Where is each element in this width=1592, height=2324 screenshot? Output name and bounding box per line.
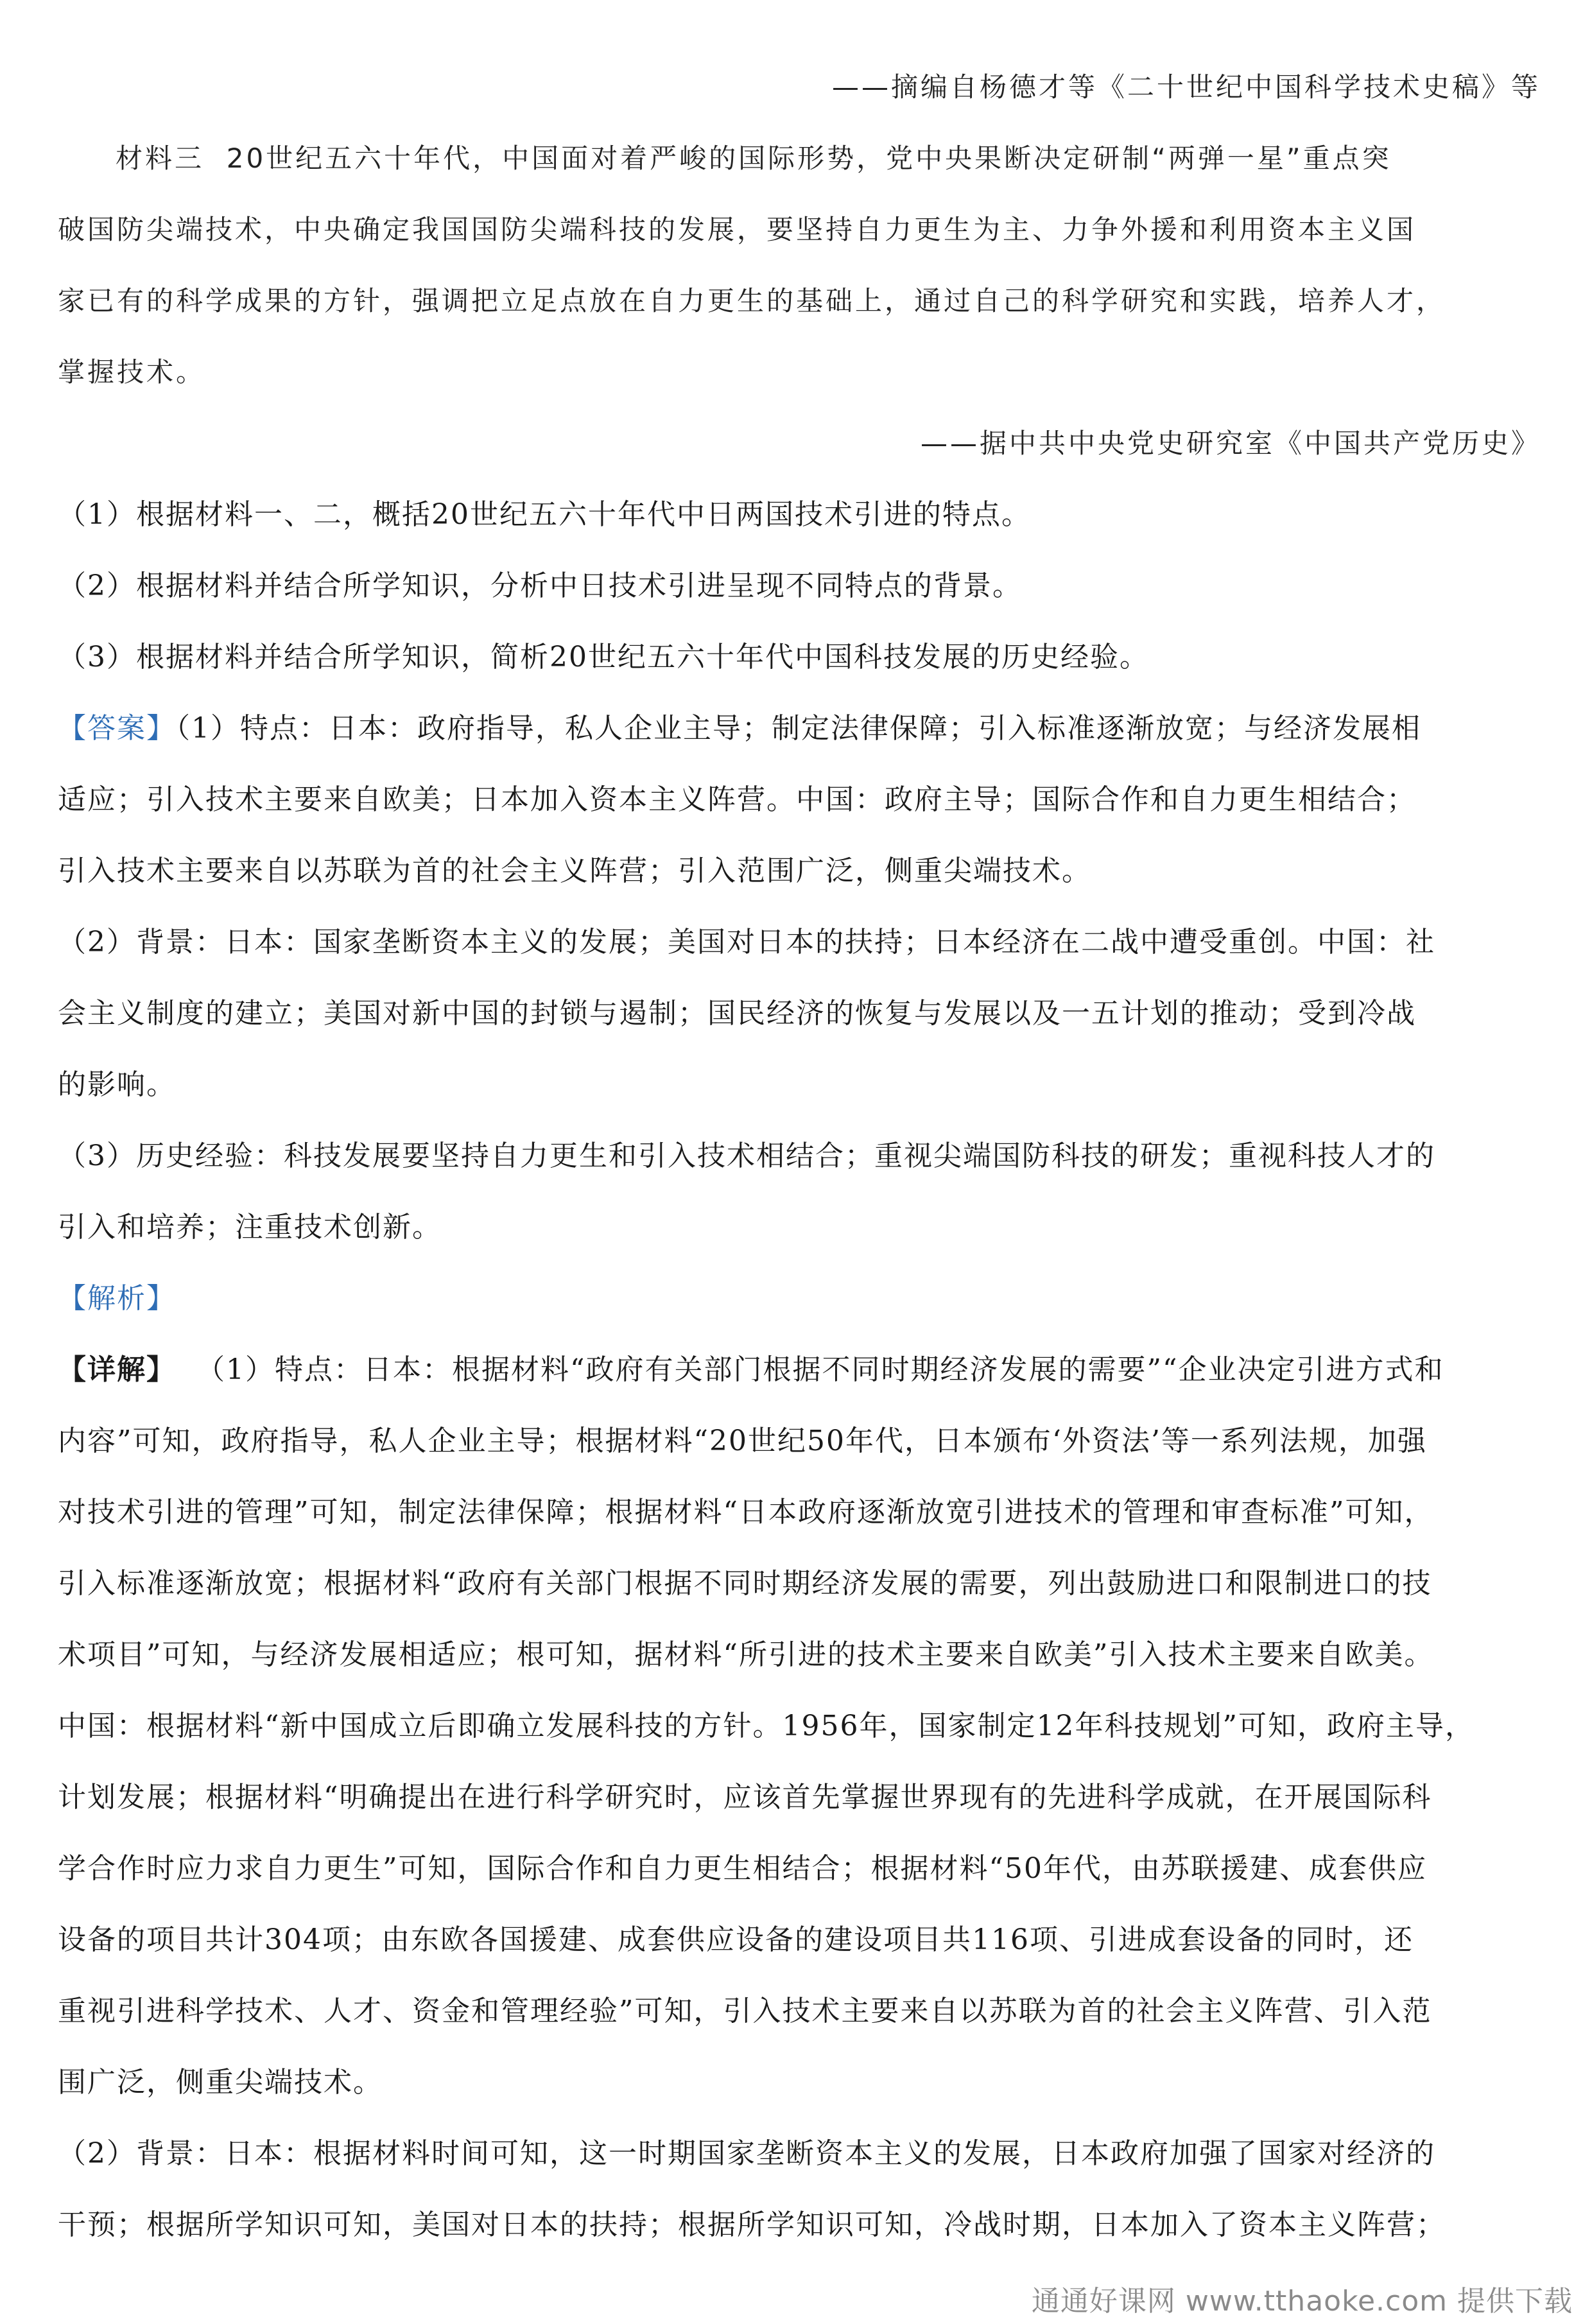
material-three-line: 破国防尖端技术，中央确定我国国防尖端科技的发展，要坚持自力更生为主、力争外援和利用资本主义国 [58,214,1417,245]
question-3: （3）根据材料并结合所学知识，简析20世纪五六十年代中国科技发展的历史经验。 [58,641,1149,673]
detail-line: 重视引进科学技术、人才、资金和管理经验”可知，引入技术主要来自以苏联为首的社会主义阵营、引入范 [58,1995,1432,2027]
detail-line: 干预；根据所学知识可知，美国对日本的扶持；根据所学知识可知，冷战时期，日本加入了资本主义阵营； [58,2208,1446,2241]
question-2: （2）根据材料并结合所学知识，分析中日技术引进呈现不同特点的背景。 [58,569,1022,602]
detail-line: 引入标准逐渐放宽；根据材料“政府有关部门根据不同时期经济发展的需要，列出鼓励进口和限制进口的技 [58,1567,1432,1600]
answer-line [58,693,1541,764]
material-three-line [58,123,1541,194]
source-citation-1: ——摘编自杨德才等《二十世纪中国科学技术史稿》等 [831,71,1541,103]
answer-line: 的影响。 [58,1068,176,1101]
analysis-label: 【解析】 [58,1282,176,1315]
answer-line: （2）背景：日本：国家垄断资本主义的发展；美国对日本的扶持；日本经济在二战中遭受重创。中国：社 [58,926,1435,958]
detail-line: 中国：根据材料“新中国成立后即确立发展科技的方针。1956年，国家制定12年科技规划”可知，政府主导， [58,1710,1475,1742]
answer-text: （1）特点：日本：政府指导，私人企业主导；制定法律保障；引入标准逐渐放宽；与经济发展相 [176,712,1421,745]
material-three-text: 20世纪五六十年代，中国面对着严峻的国际形势，党中央果断决定研制“两弹一星”重点突 [226,143,1392,174]
site-watermark: 通通好课网 www.tthaoke.com 提供下载 [1031,2285,1573,2318]
material-three-label: 材料三 [116,143,205,174]
detail-line: 计划发展；根据材料“明确提出在进行科学研究时，应该首先掌握世界现有的先进科学成就，在开展国际科 [58,1781,1432,1814]
detail-line: 对技术引进的管理”可知，制定法律保障；根据材料“日本政府逐渐放宽引进技术的管理和审查标准”可知， [58,1496,1434,1529]
material-three-line: 掌握技术。 [58,356,206,388]
material-three-line: 家已有的科学成果的方针，强调把立足点放在自力更生的基础上，通过自己的科学研究和实践，培养人才， [58,285,1446,317]
detail-line: 学合作时应力求自力更生”可知，国际合作和自力更生相结合；根据材料“50年代，由苏联援建、成套供应 [58,1852,1427,1885]
detail-text: （1）特点：日本：根据材料“政府有关部门根据不同时期经济发展的需要”“企业决定引进方式和 [196,1353,1444,1386]
answer-line: 会主义制度的建立；美国对新中国的封锁与遏制；国民经济的恢复与发展以及一五计划的推动；受到冷战 [58,997,1416,1030]
detail-line: 围广泛，侧重尖端技术。 [58,2066,383,2099]
answer-line: （3）历史经验：科技发展要坚持自力更生和引入技术相结合；重视尖端国防科技的研发；重视科技人才的 [58,1140,1435,1172]
detail-line: 内容”可知，政府指导，私人企业主导；根据材料“20世纪50年代，日本颁布‘外资法’等一系列法规，加强 [58,1425,1427,1457]
detail-line [58,1334,1541,1405]
answer-label: 【答案】 [58,712,176,745]
detail-line: 设备的项目共计304项；由东欧各国援建、成套供应设备的建设项目共116项、引进成套设备的同时，还 [58,1923,1414,1956]
detail-label: 【详解】 [58,1353,176,1386]
detail-line: 术项目”可知，与经济发展相适应；根可知，据材料“所引进的技术主要来自欧美”引入技术主要来自欧美。 [58,1638,1434,1671]
answer-line: 引入和培养；注重技术创新。 [58,1211,442,1244]
answer-line: 引入技术主要来自以苏联为首的社会主义阵营；引入范围广泛，侧重尖端技术。 [58,854,1091,887]
detail-line: （2）背景：日本：根据材料时间可知，这一时期国家垄断资本主义的发展，日本政府加强了国家对经济的 [58,2137,1435,2170]
question-1: （1）根据材料一、二，概括20世纪五六十年代中日两国技术引进的特点。 [58,498,1031,531]
answer-line: 适应；引入技术主要来自欧美；日本加入资本主义阵营。中国：政府主导；国际合作和自力更生相结合； [58,783,1416,816]
document-page [58,51,1541,2260]
source-citation-2: ——据中共中央党史研究室《中国共产党历史》 [920,428,1541,459]
